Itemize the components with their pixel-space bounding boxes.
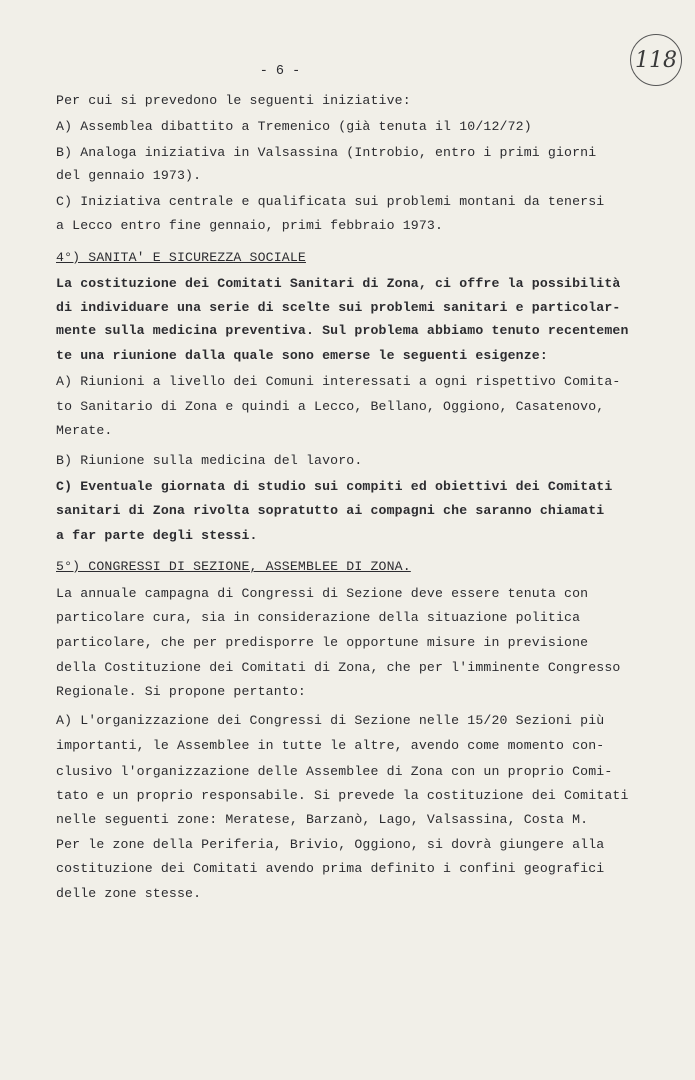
text-line: La annuale campagna di Congressi di Sezione deve essere tenuta con — [56, 586, 589, 601]
archive-number: 118 — [635, 47, 677, 73]
text-line: te una riunione dalla quale sono emerse le seguenti esigenze: — [56, 348, 548, 363]
text-line: Per cui si prevedono le seguenti iniziative: — [56, 93, 411, 108]
text-line: costituzione dei Comitati avendo prima definito i confini geografici — [56, 861, 605, 876]
section-heading-4: 4°) SANITA' E SICUREZZA SOCIALE — [56, 250, 306, 265]
text-line: importanti, le Assemblee in tutte le altre, avendo come momento con- — [56, 738, 605, 753]
text-line: nelle seguenti zone: Meratese, Barzanò, Lago, Valsassina, Costa M. — [56, 812, 589, 827]
text-line: particolare cura, sia in considerazione della situazione politica — [56, 610, 581, 625]
section-heading-5: 5°) CONGRESSI DI SEZIONE, ASSEMBLEE DI ZONA. — [56, 559, 411, 574]
text-line: a Lecco entro fine gennaio, primi febbraio 1973. — [56, 218, 444, 233]
text-line: B) Analoga iniziativa in Valsassina (Introbio, entro i primi giorni — [56, 145, 597, 160]
text-line: sanitari di Zona rivolta sopratutto ai compagni che saranno chiamati — [56, 503, 605, 518]
text-line: Per le zone della Periferia, Brivio, Oggiono, si dovrà giungere alla — [56, 837, 605, 852]
text-line: delle zone stesse. — [56, 886, 202, 901]
archive-number-stamp — [630, 34, 682, 86]
text-line: C) Eventuale giornata di studio sui compiti ed obiettivi dei Comitati — [56, 479, 613, 494]
text-line: Regionale. Si propone pertanto: — [56, 684, 306, 699]
text-line: tato e un proprio responsabile. Si prevede la costituzione dei Comitati — [56, 788, 629, 803]
text-line: della Costituzione dei Comitati di Zona, che per l'imminente Congresso — [56, 660, 621, 675]
text-line: A) Riunioni a livello dei Comuni interessati a ogni rispettivo Comita- — [56, 374, 621, 389]
text-line: a far parte degli stessi. — [56, 528, 258, 543]
text-line: clusivo l'organizzazione delle Assemblee di Zona con un proprio Comi- — [56, 764, 613, 779]
text-line: to Sanitario di Zona e quindi a Lecco, Bellano, Oggiono, Casatenovo, — [56, 399, 605, 414]
text-line: particolare, che per predisporre le opportune misure in previsione — [56, 635, 589, 650]
text-line: A) L'organizzazione dei Congressi di Sezione nelle 15/20 Sezioni più — [56, 713, 605, 728]
page-number: - 6 - — [259, 64, 301, 79]
text-line: A) Assemblea dibattito a Tremenico (già tenuta il 10/12/72) — [56, 119, 532, 134]
text-line: Merate. — [56, 423, 113, 438]
text-line: di individuare una serie di scelte sui problemi sanitari e particolar- — [56, 300, 621, 315]
text-line: La costituzione dei Comitati Sanitari di Zona, ci offre la possibilità — [56, 276, 621, 291]
text-line: del gennaio 1973). — [56, 168, 202, 183]
text-line: B) Riunione sulla medicina del lavoro. — [56, 453, 363, 468]
text-line: mente sulla medicina preventiva. Sul problema abbiamo tenuto recentemen — [56, 323, 629, 338]
text-line: C) Iniziativa centrale e qualificata sui problemi montani da tenersi — [56, 194, 605, 209]
